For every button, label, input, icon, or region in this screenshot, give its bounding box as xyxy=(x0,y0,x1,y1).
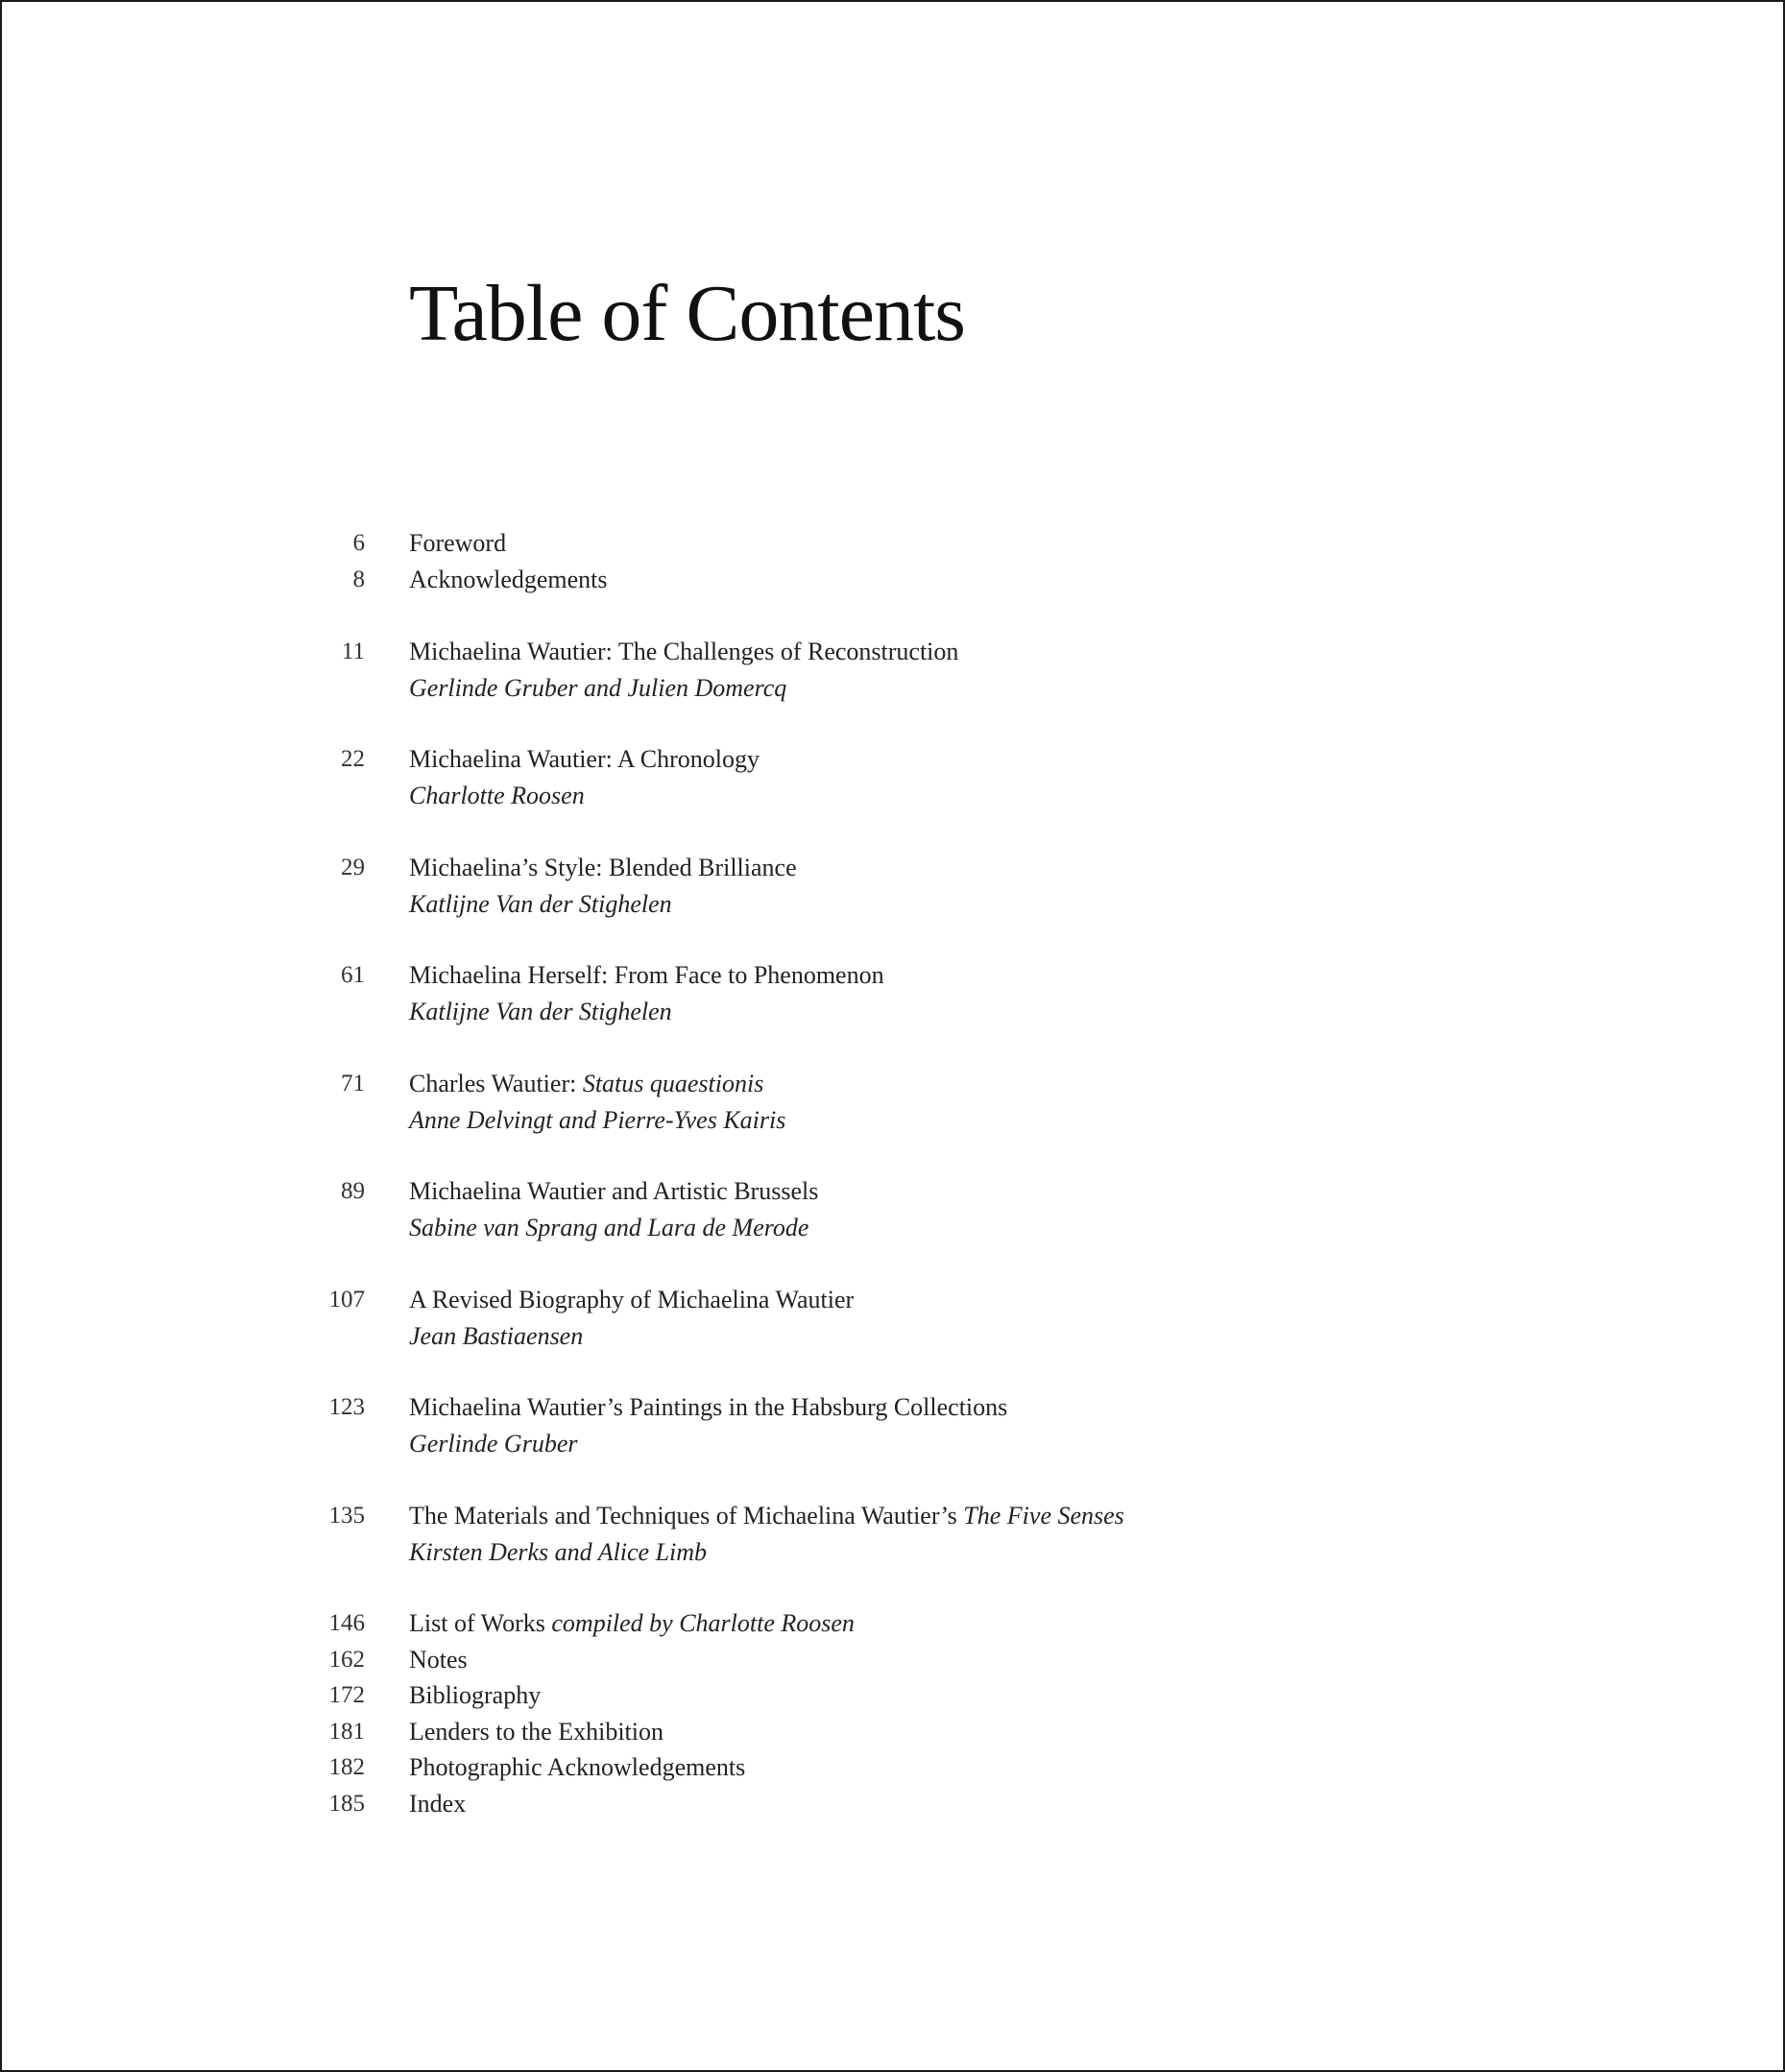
toc-entry-title xyxy=(409,1646,468,1674)
toc-page-number: 185 xyxy=(328,1791,365,1817)
toc-page-number: 29 xyxy=(341,855,365,880)
toc-entry-author: Anne Delvingt and Pierre-Yves Kairis xyxy=(409,1105,786,1134)
toc-page-number: 182 xyxy=(328,1754,365,1780)
toc-entry-title-text: Michaelina Wautier: The Challenges of Reconstruction xyxy=(409,638,959,665)
toc-entry-author: Kirsten Derks and Alice Limb xyxy=(409,1537,708,1566)
toc-entry-title-text: Michaelina Wautier and Artistic Brussels xyxy=(409,1177,819,1205)
toc-entry-title xyxy=(409,854,797,881)
toc-entry-title-text: List of Works xyxy=(409,1609,552,1637)
toc-page-number: 89 xyxy=(341,1178,365,1204)
toc-entry-title-text: Acknowledgements xyxy=(409,566,608,593)
toc-page-number: 11 xyxy=(341,638,365,664)
toc-entry-title xyxy=(409,1790,466,1818)
toc-list xyxy=(2,2,1783,2070)
toc-page-number: 146 xyxy=(328,1610,365,1636)
toc-entry-title-text: Foreword xyxy=(409,529,507,557)
toc-page-number: 22 xyxy=(341,746,365,772)
toc-page-number: 61 xyxy=(341,962,365,988)
toc-entry-text xyxy=(409,1066,785,1138)
toc-entry-text xyxy=(409,1605,855,1642)
toc-entry-title xyxy=(409,1177,818,1205)
toc-entry-text xyxy=(409,562,608,598)
toc-entry-text xyxy=(409,741,760,813)
toc-entry-title xyxy=(409,1718,663,1746)
toc-entry-title-text: Index xyxy=(409,1790,467,1818)
toc-entry-title-text: Photographic Acknowledgements xyxy=(409,1753,746,1781)
toc-entry-text xyxy=(409,957,884,1029)
toc-entry-title xyxy=(409,638,958,665)
toc-entry-title-text: Bibliography xyxy=(409,1681,542,1709)
toc-entry-text xyxy=(409,1642,468,1678)
toc-entry-title xyxy=(409,1070,763,1097)
toc-entry-text xyxy=(409,1282,854,1354)
toc-entry-title xyxy=(409,961,884,989)
toc-page-number: 135 xyxy=(328,1503,365,1529)
toc-entry-title-text: A Revised Biography of Michaelina Wautier xyxy=(409,1286,855,1313)
toc-entry-title-text: Lenders to the Exhibition xyxy=(409,1718,664,1746)
toc-entry-title-italic: Status quaestionis xyxy=(582,1070,764,1097)
toc-entry-text xyxy=(409,1173,818,1245)
toc-entry-title-italic: The Five Senses xyxy=(963,1502,1124,1530)
toc-entry-title xyxy=(409,566,608,593)
toc-entry-title-text: Michaelina’s Style: Blended Brilliance xyxy=(409,854,797,881)
toc-entry-title xyxy=(409,1753,745,1781)
toc-page-number: 162 xyxy=(328,1647,365,1673)
toc-entry-title-text: Notes xyxy=(409,1646,468,1674)
toc-entry-text xyxy=(409,1498,1124,1570)
toc-entry-author: Jean Bastiaensen xyxy=(409,1321,584,1350)
toc-page-number: 181 xyxy=(328,1719,365,1745)
toc-entry-title xyxy=(409,1286,854,1313)
toc-page-number: 6 xyxy=(352,530,365,556)
toc-page-number: 8 xyxy=(352,566,365,592)
toc-page-number: 71 xyxy=(341,1071,365,1096)
toc-entry-text xyxy=(409,850,797,922)
toc-entry-author: Gerlinde Gruber and Julien Domercq xyxy=(409,673,787,702)
toc-entry-title-text: The Materials and Techniques of Michaelina Wautier’s xyxy=(409,1502,964,1530)
toc-entry-title-italic: compiled by Charlotte Roosen xyxy=(551,1609,855,1637)
toc-entry-author: Katlijne Van der Stighelen xyxy=(409,997,672,1025)
page-title: Table of Contents xyxy=(409,269,965,358)
toc-entry-text xyxy=(409,1389,1007,1461)
toc-entry-text xyxy=(409,1714,663,1750)
toc-entry-title xyxy=(409,1609,855,1637)
toc-entry-author: Katlijne Van der Stighelen xyxy=(409,889,672,918)
toc-entry-author: Gerlinde Gruber xyxy=(409,1429,578,1458)
toc-entry-title xyxy=(409,1393,1007,1421)
toc-entry-author: Charlotte Roosen xyxy=(409,781,585,809)
toc-entry-title xyxy=(409,1502,1124,1530)
toc-entry-author: Sabine van Sprang and Lara de Merode xyxy=(409,1213,809,1241)
toc-entry-title xyxy=(409,745,760,773)
toc-entry-title xyxy=(409,1681,541,1709)
toc-page-number: 172 xyxy=(328,1682,365,1708)
toc-entry-text xyxy=(409,1677,541,1714)
toc-entry-title-text: Michaelina Herself: From Face to Phenomenon xyxy=(409,961,884,989)
toc-entry-text xyxy=(409,525,506,562)
toc-page-number: 107 xyxy=(328,1287,365,1313)
toc-entry-title-text: Charles Wautier: xyxy=(409,1070,583,1097)
toc-entry-text xyxy=(409,634,958,706)
toc-entry-title xyxy=(409,529,506,557)
toc-entry-title-text: Michaelina Wautier: A Chronology xyxy=(409,745,760,773)
toc-page-number: 123 xyxy=(328,1394,365,1420)
toc-entry-text xyxy=(409,1786,466,1822)
toc-entry-title-text: Michaelina Wautier’s Paintings in the Habsburg Collections xyxy=(409,1393,1008,1421)
toc-entry-text xyxy=(409,1749,745,1786)
